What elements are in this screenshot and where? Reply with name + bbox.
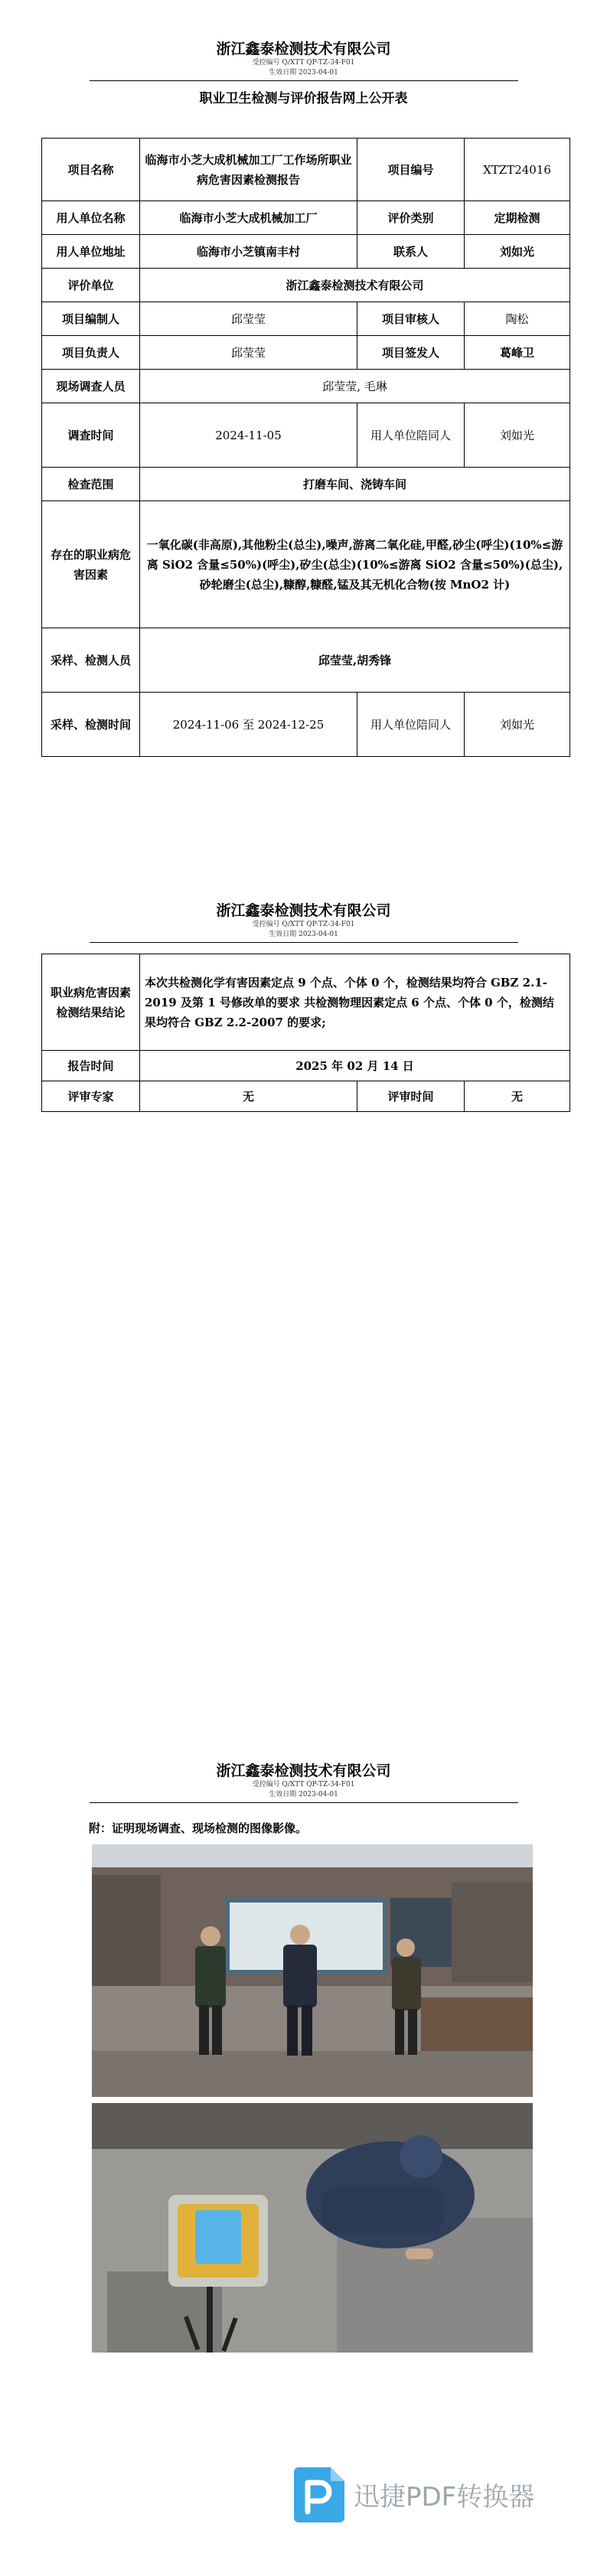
page-header	[0, 40, 607, 81]
escort2-label: 用人单位陪同人	[357, 693, 465, 757]
document-title: 职业卫生检测与评价报告网上公开表	[199, 91, 408, 106]
effective-date: 生效日期 2023-04-01	[269, 1791, 338, 1798]
company-name: 浙江鑫泰检测技术有限公司	[216, 1762, 391, 1779]
header-rule	[90, 80, 518, 81]
effective-date: 生效日期 2023-04-01	[269, 931, 338, 938]
survey-time-value: 2024-11-05	[140, 403, 357, 468]
page-header	[0, 1762, 607, 1803]
eval-type-value: 定期检测	[465, 201, 570, 235]
hazards-value: 一氧化碳(非高原),其他粉尘(总尘),噪声,游离二氧化硅,甲醛,砂尘(呼尘)(10%≤游离 SiO2 含量≤50%)(呼尘),矽尘(总尘)(10%≤游离 SiO2 含量≤50%)(总尘),砂轮磨尘(总尘),糠醇,糠醛,锰及其无机化合物(按 MnO2 计)	[140, 501, 570, 628]
contact-value: 刘如光	[465, 235, 570, 269]
conclusion-table	[41, 954, 570, 1112]
report-time-label: 报告时间	[42, 1051, 140, 1081]
pdf-converter-logo-icon	[291, 2464, 346, 2524]
surveyor-value: 邱莹莹, 毛琳	[140, 370, 570, 403]
eval-unit-label: 评价单位	[42, 269, 140, 302]
sampler-value: 邱莹莹,胡秀锋	[140, 628, 570, 693]
address-value: 临海市小芝镇南丰村	[140, 235, 357, 269]
report-info-table	[41, 138, 570, 757]
compiler-label: 项目编制人	[42, 302, 140, 336]
review-time-value: 无	[465, 1081, 570, 1112]
reviewer-label: 项目审核人	[357, 302, 465, 336]
compiler-value: 邱莹莹	[140, 302, 357, 336]
employer-label: 用人单位名称	[42, 201, 140, 235]
eval-type-label: 评价类别	[357, 201, 465, 235]
sampler-label: 采样、检测人员	[42, 628, 140, 693]
effective-date: 生效日期 2023-04-01	[269, 69, 338, 77]
page-3	[0, 1762, 607, 1803]
page-header	[0, 902, 607, 943]
page-2	[0, 902, 607, 943]
contact-label: 联系人	[357, 235, 465, 269]
control-number: 受控编号 Q/XTT QP-TZ-34-F01	[252, 59, 355, 67]
eval-unit-value: 浙江鑫泰检测技术有限公司	[140, 269, 570, 302]
scope-value: 打磨车间、浇铸车间	[140, 468, 570, 501]
employer-value: 临海市小芝大成机械加工厂	[140, 201, 357, 235]
expert-value: 无	[140, 1081, 357, 1112]
control-number: 受控编号 Q/XTT QP-TZ-34-F01	[252, 1781, 355, 1789]
project-no-label: 项目编号	[357, 139, 465, 201]
escort-value: 刘如光	[465, 403, 570, 468]
header-rule	[90, 942, 518, 943]
project-name-value: 临海市小芝大成机械加工厂工作场所职业病危害因素检测报告	[140, 139, 357, 201]
header-rule	[90, 1802, 518, 1803]
hazards-label: 存在的职业病危害因素	[42, 501, 140, 628]
watermark-text: 迅捷PDF转换器	[354, 2481, 535, 2512]
escort-label: 用人单位陪同人	[357, 403, 465, 468]
project-name-label: 项目名称	[42, 139, 140, 201]
surveyor-label: 现场调查人员	[42, 370, 140, 403]
reviewer-value: 陶松	[465, 302, 570, 336]
escort2-value: 刘如光	[465, 693, 570, 757]
survey-time-label: 调查时间	[42, 403, 140, 468]
expert-label: 评审专家	[42, 1081, 140, 1112]
appendix-caption: 附：证明现场调查、现场检测的图像影像。	[89, 1821, 308, 1835]
company-name: 浙江鑫泰检测技术有限公司	[216, 41, 391, 57]
conclusion-label: 职业病危害因素检测结果结论	[42, 954, 140, 1051]
watermark	[291, 2464, 534, 2524]
control-number: 受控编号 Q/XTT QP-TZ-34-F01	[252, 921, 355, 928]
sample-time-value: 2024-11-06 至 2024-12-25	[140, 693, 357, 757]
project-no-value: XTZT24016	[465, 139, 570, 201]
site-sampling-photo-graphic	[92, 2103, 533, 2353]
manager-value: 邱莹莹	[140, 336, 357, 370]
page-1	[0, 40, 607, 106]
company-name: 浙江鑫泰检测技术有限公司	[216, 902, 391, 919]
address-label: 用人单位地址	[42, 235, 140, 269]
issuer-value: 葛峰卫	[465, 336, 570, 370]
manager-label: 项目负责人	[42, 336, 140, 370]
site-survey-photo-graphic	[92, 1844, 533, 2097]
conclusion-value: 本次共检测化学有害因素定点 9 个点、个体 0 个，检测结果均符合 GBZ 2.1-2019 及第 1 号修改单的要求 共检测物理因素定点 6 个点、个体 0 个，检测结果均符合 GBZ 2.2-2007 的要求;	[140, 954, 570, 1051]
report-time-value: 2025 年 02 月 14 日	[140, 1051, 570, 1081]
site-survey-photo	[92, 1844, 533, 2097]
scope-label: 检查范围	[42, 468, 140, 501]
review-time-label: 评审时间	[357, 1081, 465, 1112]
sample-time-label: 采样、检测时间	[42, 693, 140, 757]
issuer-label: 项目签发人	[357, 336, 465, 370]
site-sampling-photo	[92, 2103, 533, 2353]
